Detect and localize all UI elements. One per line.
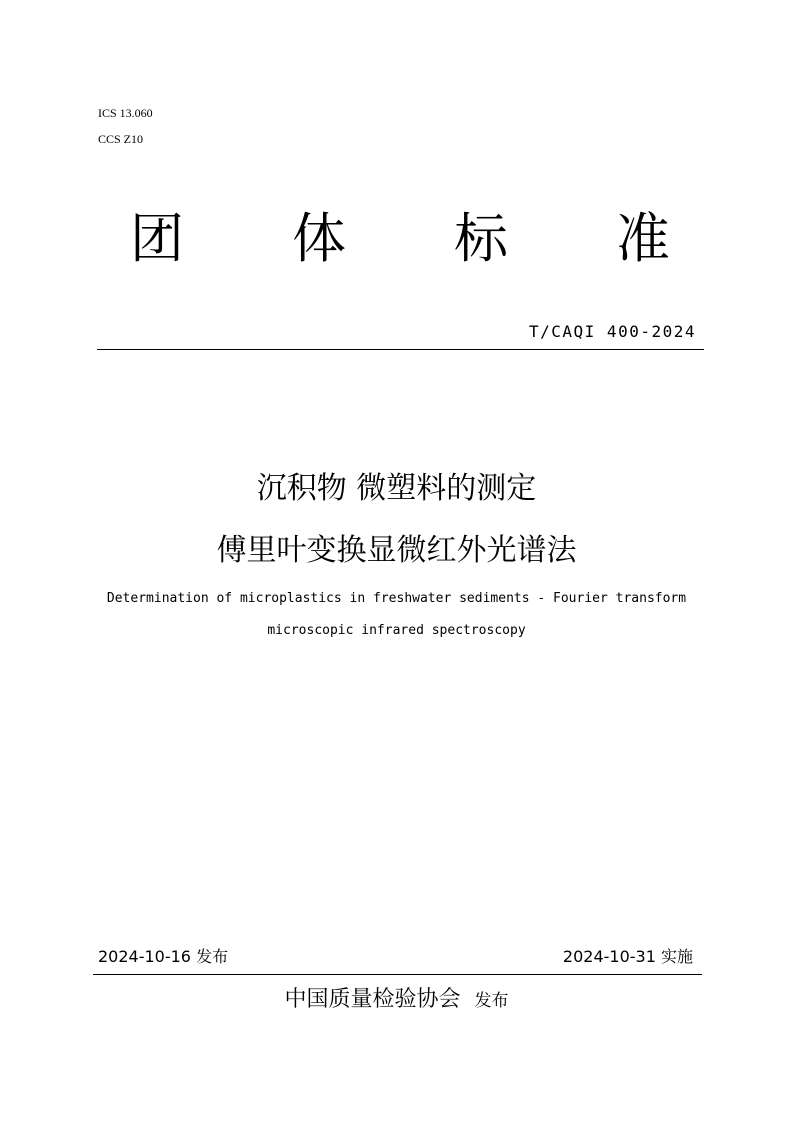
heading-char: 标 — [454, 207, 508, 270]
publisher-name: 中国质量检验协会 — [284, 987, 461, 1012]
issue-date: 2024-10-16 发布 — [98, 947, 229, 966]
title-cn-line-1: 沉积物 微塑料的测定 — [256, 471, 537, 506]
heading-char: 团 — [130, 207, 184, 270]
heading-char: 准 — [616, 207, 670, 270]
title-cn-line-2: 傅里叶变换显微红外光谱法 — [216, 533, 577, 568]
heading-char: 体 — [292, 207, 346, 270]
ics-code: ICS 13.060 — [98, 106, 153, 120]
title-en-line-1: Determination of microplastics in freshwater sediments - Fourier transform — [106, 591, 687, 606]
document-type-heading — [130, 204, 670, 274]
implementation-date: 2024-10-31 实施 — [562, 947, 693, 966]
title-en-line-2: microscopic infrared spectroscopy — [267, 623, 526, 638]
publisher-suffix: 发布 — [474, 991, 509, 1011]
ccs-code: CCS Z10 — [98, 132, 144, 146]
classification-codes — [98, 100, 153, 152]
top-divider — [97, 349, 704, 350]
bottom-divider — [93, 974, 702, 975]
publisher — [0, 984, 793, 1017]
standard-number: T/CAQI 400-2024 — [529, 322, 696, 341]
